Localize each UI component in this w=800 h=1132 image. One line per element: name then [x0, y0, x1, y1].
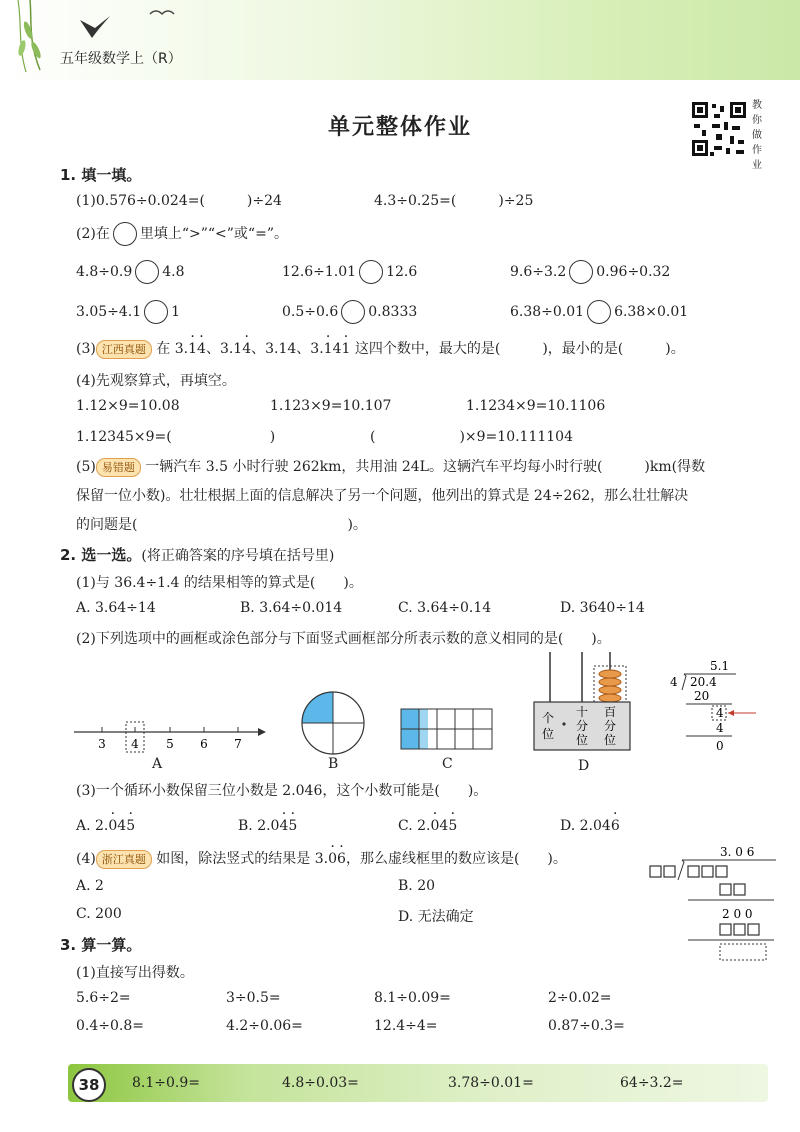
- q2-opt: D. 3640÷14: [560, 600, 645, 616]
- page-title: 单元整体作业: [327, 114, 472, 140]
- figure-c-grid: [400, 708, 494, 750]
- q2-opt: A. 3.64÷14: [76, 600, 156, 616]
- q3-calc: 12.4÷4=: [374, 1018, 438, 1034]
- q2-p4: (4) 浙江真题 如图，除法竖式的结果是 3.· 0· 6，那么虚线框里的数应该是( )。: [76, 848, 567, 869]
- q2-opt: C. 3.64÷0.14: [398, 600, 492, 616]
- numline-tick: 4: [131, 737, 139, 751]
- answer-circle[interactable]: [135, 260, 159, 284]
- q1-eq: 1.123×9=10.107: [270, 398, 392, 414]
- abacus-label: 十: [575, 705, 589, 719]
- q2-p4-opt: C. 200: [76, 906, 122, 922]
- header-banner: [0, 0, 800, 80]
- div-divisor: 4: [670, 675, 678, 689]
- fig-label-c: C: [442, 756, 453, 772]
- numline-tick: 3: [98, 737, 106, 751]
- qr-code-icon: [690, 100, 748, 158]
- answer-circle[interactable]: [359, 260, 383, 284]
- q2-opt: B. 3.64÷0.014: [240, 600, 343, 616]
- q2-heading: 2. 选一选。: [60, 546, 142, 564]
- fig-label-a: A: [152, 756, 163, 772]
- willow-bird-decoration-icon: [0, 0, 200, 80]
- q2-p4-opt: A. 2: [76, 878, 104, 894]
- q2-p1: (1)与 36.4÷1.4 的结果相等的算式是( )。: [76, 575, 363, 591]
- q2-p3-opt: B. 2.0· 4· 5: [238, 818, 297, 834]
- div-final: 0: [716, 739, 724, 753]
- q3-calc: 0.87÷0.3=: [548, 1018, 625, 1034]
- grade-label: 五年级数学上（R）: [60, 51, 182, 67]
- div-sub2: 4: [716, 721, 724, 735]
- q3-heading: 3. 算一算。: [60, 936, 142, 954]
- q1-eq-last-b: ( )×9=10.111104: [370, 429, 573, 445]
- footer-calc: 3.78÷0.01=: [448, 1075, 534, 1091]
- answer-circle[interactable]: [587, 300, 611, 324]
- q3-calc: 3÷0.5=: [226, 990, 281, 1006]
- q1-line5c: 的问题是( )。: [76, 517, 367, 533]
- tag-yicuo: 易错题: [96, 458, 141, 477]
- q1-line2b: 里填上“>”“<”或“=”。: [139, 226, 288, 242]
- q2-p4-opt: D. 无法确定: [398, 909, 474, 925]
- q1-line4: (4)先观察算式，再填空。: [76, 373, 236, 389]
- numline-tick: 6: [200, 737, 208, 751]
- q2-p3-opt: D. 2.04· 6: [560, 818, 620, 834]
- circle-icon: [113, 222, 137, 246]
- figure-d-abacus: [530, 652, 640, 754]
- q3-calc: 5.6÷2=: [76, 990, 131, 1006]
- fig-label-d: D: [578, 758, 590, 774]
- p4-fig-quotient: 3. 0 6: [720, 845, 755, 859]
- cmp-item: 0.5÷0.6 0.8333: [282, 300, 417, 324]
- q3-calc: 2÷0.02=: [548, 990, 612, 1006]
- q1-line1a: (1)0.576÷0.024=( )÷24: [76, 193, 282, 209]
- q2-p3-opt: C. 2.· 04· 5: [398, 818, 457, 834]
- abacus-label: 位: [541, 727, 555, 741]
- q1-line1b: 4.3÷0.25=( )÷25: [374, 193, 534, 209]
- cmp-item: 9.6÷3.2 0.96÷0.32: [510, 260, 670, 284]
- cmp-item: 4.8÷0.9 4.8: [76, 260, 185, 284]
- q2-heading-note: (将正确答案的序号填在括号里): [141, 548, 335, 564]
- answer-circle[interactable]: [341, 300, 365, 324]
- q1-line2a: (2)在: [76, 226, 110, 242]
- q2-p3-opt: A. 2.· 04· 5: [76, 818, 135, 834]
- figure-a-number-line: [70, 718, 270, 758]
- q1-eq: 1.12×9=10.08: [76, 398, 180, 414]
- page-number: 38: [72, 1068, 106, 1102]
- q1-line2: [76, 222, 288, 246]
- fig-label-b: B: [328, 756, 339, 772]
- q1-heading: 1. 填一填。: [60, 166, 142, 184]
- p4-fig-200: 2 0 0: [722, 907, 753, 921]
- q1-eq: 1.1234×9=10.1106: [466, 398, 606, 414]
- cmp-item: 6.38÷0.01 6.38×0.01: [510, 300, 688, 324]
- answer-circle[interactable]: [569, 260, 593, 284]
- numline-tick: 7: [234, 737, 242, 751]
- box-division-figure: [648, 842, 778, 966]
- q1-eq-last-a: 1.12345×9=( ): [76, 429, 276, 445]
- q2-p3: (3)一个循环小数保留三位小数是 2.046，这个小数可能是( )。: [76, 783, 488, 799]
- div-sub1: 20: [694, 689, 710, 703]
- abacus-label: 个: [541, 711, 555, 725]
- q2-p4-opt: B. 20: [398, 878, 436, 894]
- footer-calc: 4.8÷0.03=: [282, 1075, 359, 1091]
- cmp-item: 12.6÷1.01 12.6: [282, 260, 417, 284]
- qr-caption: 教你做作业: [752, 100, 762, 171]
- abacus-label: 百: [603, 705, 617, 719]
- q3-calc: 4.2÷0.06=: [226, 1018, 303, 1034]
- footer-calc: 64÷3.2=: [620, 1075, 684, 1091]
- cmp-item: 3.05÷4.1 1: [76, 300, 180, 324]
- tag-jiangxi: 江西真题: [96, 340, 152, 359]
- abacus-label: 位: [603, 733, 617, 747]
- q2-p2: (2)下列选项中的画框或涂色部分与下面竖式画框部分所表示数的意义相同的是( )。: [76, 631, 611, 647]
- abacus-label: 分: [575, 719, 589, 733]
- div-quotient: 5.1: [710, 659, 730, 673]
- q3-calc: 8.1÷0.09=: [374, 990, 451, 1006]
- tag-zhejiang: 浙江真题: [96, 850, 152, 869]
- numline-tick: 5: [166, 737, 174, 751]
- abacus-label: 分: [603, 719, 617, 733]
- div-rem1: 4: [716, 706, 724, 720]
- abacus-label: 位: [575, 733, 589, 747]
- div-dividend: 20.4: [690, 675, 717, 689]
- q2-heading-row: [60, 544, 334, 565]
- figure-b-circle: [300, 690, 366, 756]
- q3-p1: (1)直接写出得数。: [76, 965, 194, 981]
- q1-line5a: (5) 易错题 一辆汽车 3.5 小时行驶 262km，共用油 24L。这辆汽车平均每小时行驶( )km(得数: [76, 459, 706, 475]
- q1-line3: (3) 江西真题 在 3.· 1· 4、3.1· 4、3.14、3.· 14· 1 这四个数中，最大的是( )，最小的是( )。: [76, 338, 685, 359]
- long-division-figure: [666, 656, 766, 756]
- footer-calc: 8.1÷0.9=: [132, 1075, 200, 1091]
- answer-circle[interactable]: [144, 300, 168, 324]
- q3-calc: 0.4÷0.8=: [76, 1018, 144, 1034]
- q1-line5b: 保留一位小数)。壮壮根据上面的信息解决了另一个问题，他列出的算式是 24÷262，那么壮壮解决: [76, 488, 689, 504]
